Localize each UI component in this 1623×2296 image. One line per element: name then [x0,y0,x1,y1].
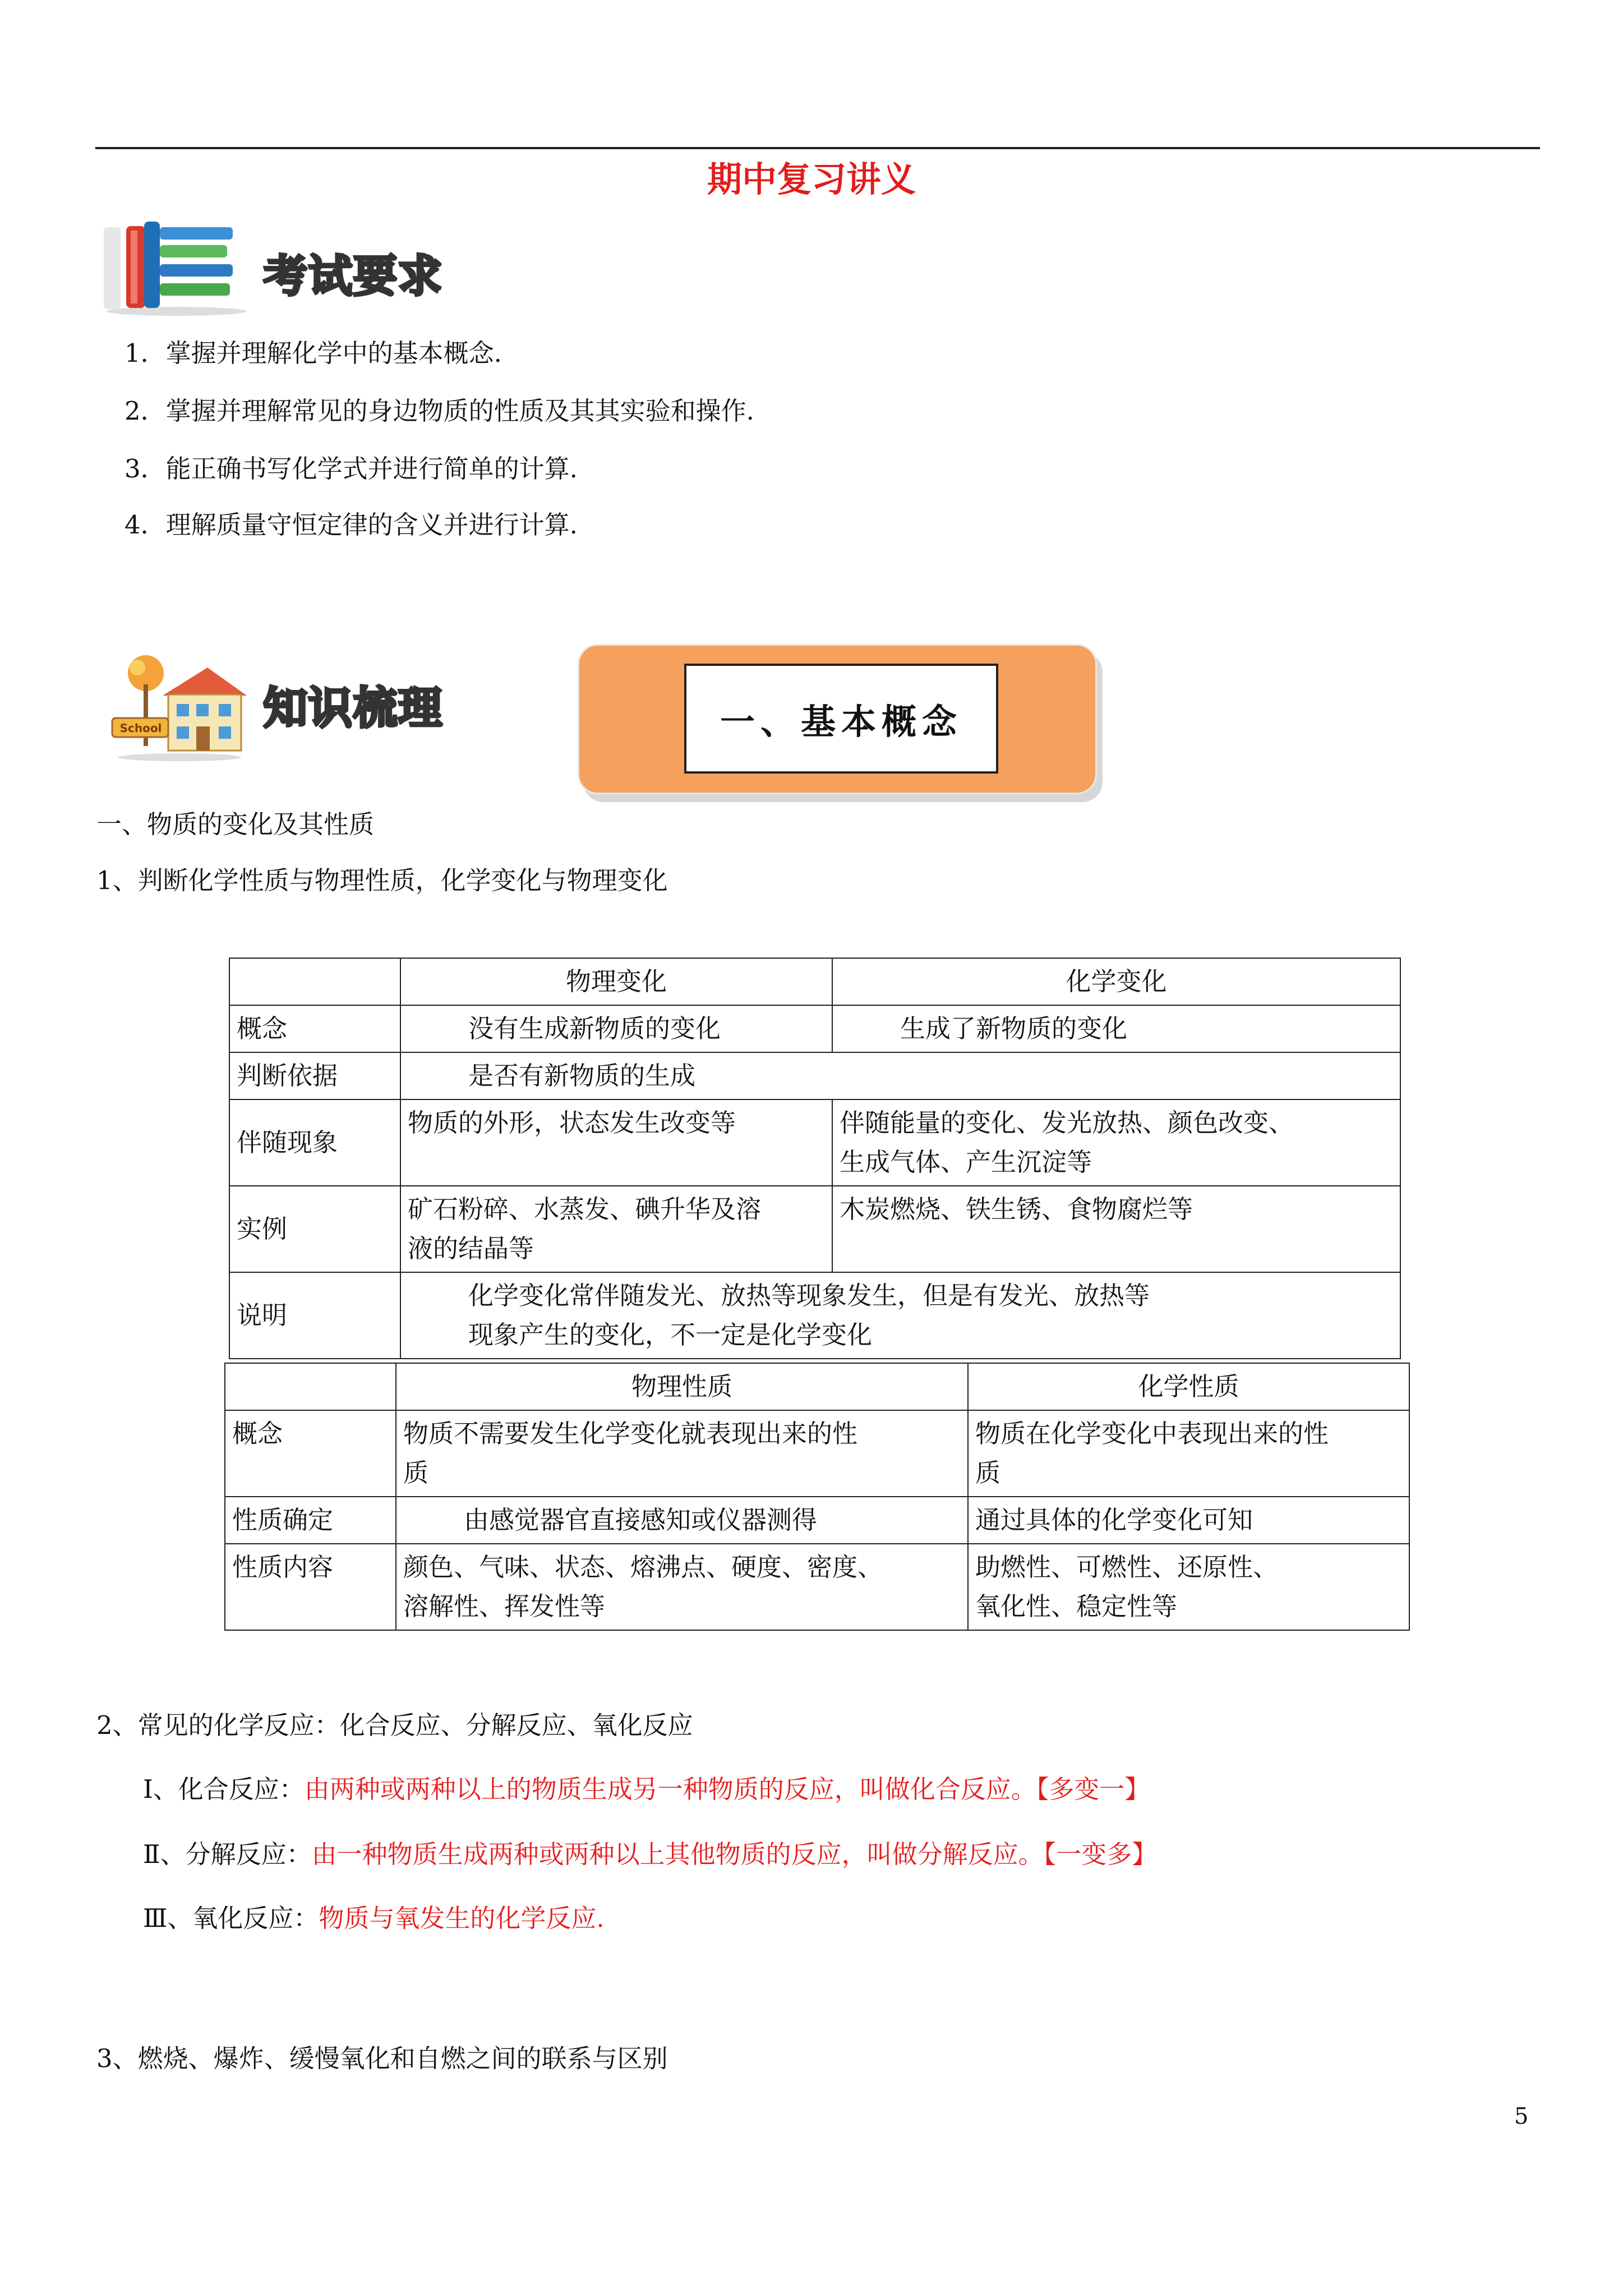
change-comparison-table [229,958,1401,1359]
heading-changes-properties: 一、物质的变化及其性质 [96,809,375,839]
table-row [225,1410,1409,1497]
table-cell: 是否有新物质的生成 [400,1052,1400,1099]
table-header-cell [229,958,400,1005]
table-header-row [225,1363,1409,1410]
heading-judge-properties: 1、判断化学性质与物理性质，化学变化与物理变化 [96,866,668,895]
cell-line: 质 [975,1458,1001,1488]
row-label: 判断依据 [229,1052,400,1099]
table-cell [396,1410,968,1497]
row-label: 概念 [225,1410,396,1497]
cell-line: 质 [403,1458,429,1488]
table-cell [968,1410,1409,1497]
page-number: 5 [1514,2104,1529,2129]
cell-line: 助燃性、可燃性、还原性、 [975,1552,1279,1582]
knowledge-review-title: 知识梳理 [264,683,444,734]
cell-line: 生成气体、产生沉淀等 [840,1147,1092,1177]
table-header-cell: 化学性质 [968,1363,1409,1410]
header-rule [95,147,1540,149]
reaction-definition: 由两种或两种以上的物质生成另一种物质的反应，叫做化合反应。【多变一】 [304,1774,1150,1804]
table-cell: 物质的外形，状态发生改变等 [400,1099,832,1186]
reaction-label: Ⅰ、化合反应： [143,1774,305,1804]
table-cell [832,1099,1400,1186]
reaction-definition: 由一种物质生成两种或两种以上其他物质的反应，叫做分解反应。【一变多】 [311,1839,1158,1869]
row-label: 性质确定 [225,1497,396,1544]
table-cell: 生成了新物质的变化 [832,1005,1400,1052]
table-header-row [229,958,1400,1005]
cell-line: 现象产生的变化，不一定是化学变化 [468,1320,873,1350]
table-header-cell: 物理性质 [396,1363,968,1410]
cell-line: 氧化性、稳定性等 [975,1591,1178,1621]
cell-line: 溶解性、挥发性等 [403,1591,606,1621]
table-cell [968,1544,1409,1630]
cell-line: 颜色、气味、状态、熔沸点、硬度、密度、 [403,1552,883,1582]
document-title: 期中复习讲义 [707,159,916,200]
exam-requirements-title: 考试要求 [264,251,444,302]
table-row [225,1544,1409,1630]
reaction-label: Ⅲ、氧化反应： [143,1903,319,1933]
table-cell: 通过具体的化学变化可知 [968,1497,1409,1544]
section-banner-box [684,664,998,774]
row-label: 说明 [229,1272,400,1359]
cell-line: 物质不需要发生化学变化就表现出来的性 [403,1419,858,1448]
cell-line: 物质在化学变化中表现出来的性 [975,1419,1329,1448]
row-label: 伴随现象 [229,1099,400,1186]
cell-line: 伴随能量的变化、发光放热、颜色改变、 [840,1108,1294,1138]
property-comparison-table [224,1363,1410,1631]
reaction-label: Ⅱ、分解反应： [143,1839,312,1869]
table-row [229,1052,1400,1099]
requirement-item: 3．能正确书写化学式并进行简单的计算. [125,454,578,484]
row-label: 实例 [229,1186,400,1272]
table-row [229,1005,1400,1052]
requirement-item: 1．掌握并理解化学中的基本概念. [125,338,502,368]
requirement-item: 2．掌握并理解常见的身边物质的性质及其其实验和操作. [125,396,754,426]
table-cell: 木炭燃烧、铁生锈、食物腐烂等 [832,1186,1400,1272]
table-row [225,1497,1409,1544]
table-cell: 由感觉器官直接感知或仪器测得 [396,1497,968,1544]
table-cell [396,1544,968,1630]
table-header-cell [225,1363,396,1410]
row-label: 性质内容 [225,1544,396,1630]
school-house-icon [107,651,247,763]
table-header-cell: 物理变化 [400,958,832,1005]
school-sign: School [119,721,162,735]
section-banner-text: 一、基本概念 [720,701,962,742]
cell-line: 矿石粉碎、水蒸发、碘升华及溶 [408,1194,762,1224]
table-row [229,1272,1400,1359]
table-cell [400,1272,1400,1359]
table-row [229,1186,1400,1272]
heading-common-reactions: 2、常见的化学反应：化合反应、分解反应、氧化反应 [96,1710,693,1740]
requirement-item: 4．理解质量守恒定律的含义并进行计算. [125,510,578,540]
reaction-item [143,1838,1157,1871]
table-row [229,1099,1400,1186]
cell-line: 液的结晶等 [408,1234,534,1263]
books-icon [98,216,250,317]
reaction-item [143,1773,1150,1806]
table-cell [400,1186,832,1272]
table-cell: 没有生成新物质的变化 [400,1005,832,1052]
row-label: 概念 [229,1005,400,1052]
table-header-cell: 化学变化 [832,958,1400,1005]
reaction-definition: 物质与氧发生的化学反应. [319,1903,605,1933]
cell-line: 化学变化常伴随发光、放热等现象发生，但是有发光、放热等 [468,1281,1150,1310]
heading-combustion: 3、燃烧、爆炸、缓慢氧化和自燃之间的联系与区别 [96,2044,668,2073]
reaction-item [143,1902,605,1935]
